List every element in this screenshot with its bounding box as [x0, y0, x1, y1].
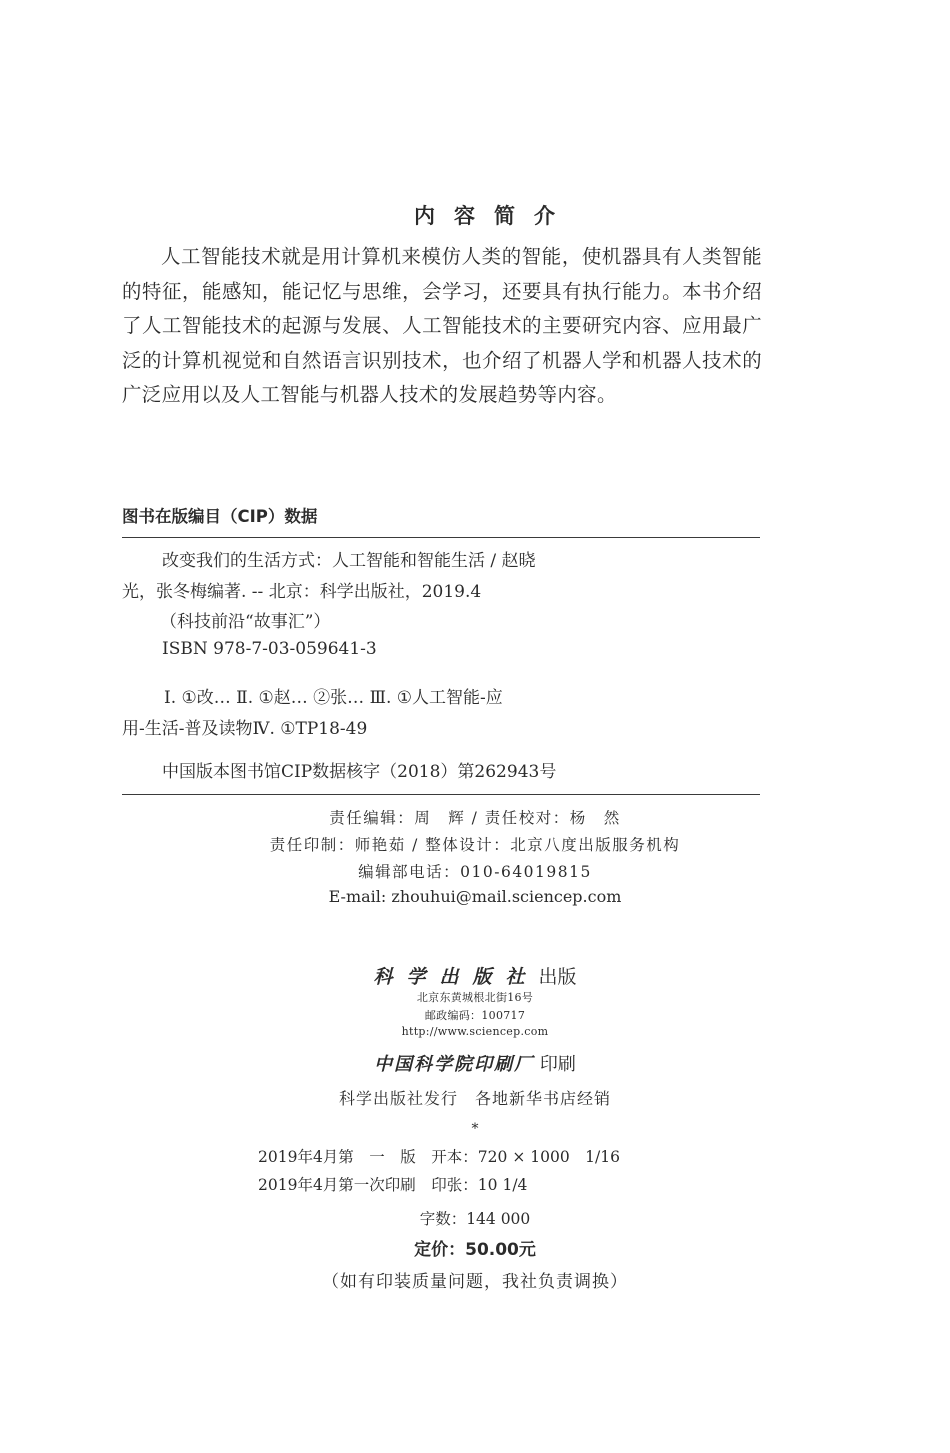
- edition-line: 2019年4月第 一 版 开本：720 × 1000 1/16: [258, 1148, 620, 1166]
- credits-production: 责任印制：师艳茹 / 整体设计：北京八度出版服务机构: [269, 836, 681, 854]
- publisher-address: 北京东黄城根北街16号: [416, 991, 534, 1004]
- printer-line: [0, 1050, 950, 1076]
- cip-classification-line2: 用-生活-普及读物Ⅳ. ①TP18-49: [122, 719, 368, 739]
- intro-title: 内容简介: [414, 204, 574, 228]
- cip-title-line2: 光，张冬梅编著. -- 北京：科学出版社，2019.4: [122, 582, 482, 602]
- cip-record-number: 中国版本图书馆CIP数据核字（2018）第262943号: [162, 762, 557, 782]
- separator-star: *: [471, 1121, 479, 1137]
- intro-body: 人工智能技术就是用计算机来模仿人类的智能，使机器具有人类智能的特征，能感知，能记忆与思维，会学习，还要具有执行能力。本书介绍了人工智能技术的起源与发展、人工智能技术的主要研究内容、应用最广泛的计算机视觉和自然语言识别技术，也介绍了机器人学和机器人技术的广泛应用以及人工智能与机器人技术的发展趋势等内容。: [122, 245, 762, 406]
- price: 定价：50.00元: [414, 1240, 536, 1260]
- publisher-suffix: 出版: [538, 966, 577, 988]
- word-count: 字数：144 000: [419, 1210, 531, 1228]
- publisher-line: [0, 962, 950, 989]
- credits-email: E-mail: zhouhui@mail.sciencep.com: [328, 887, 622, 906]
- publisher-url: http://www.sciencep.com: [401, 1025, 549, 1038]
- cip-bottom-rule: [122, 794, 760, 795]
- cip-series: （科技前沿“故事汇”）: [160, 612, 331, 632]
- cip-title-line1: 改变我们的生活方式：人工智能和智能生活 / 赵晓: [162, 551, 536, 571]
- cip-heading: 图书在版编目（CIP）数据: [122, 507, 318, 526]
- cip-top-rule: [122, 537, 760, 538]
- printing-line: 2019年4月第一次印刷 印张：10 1/4: [258, 1176, 528, 1194]
- printer-name: 中国科学院印刷厂: [374, 1054, 535, 1075]
- quality-notice: （如有印装质量问题，我社负责调换）: [322, 1272, 628, 1292]
- cip-classification-line1: Ⅰ. ①改… Ⅱ. ①赵… ②张… Ⅲ. ①人工智能-应: [164, 688, 503, 708]
- credits-editors: 责任编辑：周 辉 / 责任校对：杨 然: [329, 809, 621, 827]
- credits-phone: 编辑部电话：010-64019815: [358, 863, 592, 881]
- distribution-line: 科学出版社发行 各地新华书店经销: [338, 1089, 611, 1108]
- publisher-name: 科学出版社: [373, 966, 539, 988]
- publisher-postcode: 邮政编码：100717: [424, 1009, 526, 1022]
- cip-isbn: ISBN 978-7-03-059641-3: [162, 639, 377, 659]
- printer-suffix: 印刷: [534, 1054, 576, 1075]
